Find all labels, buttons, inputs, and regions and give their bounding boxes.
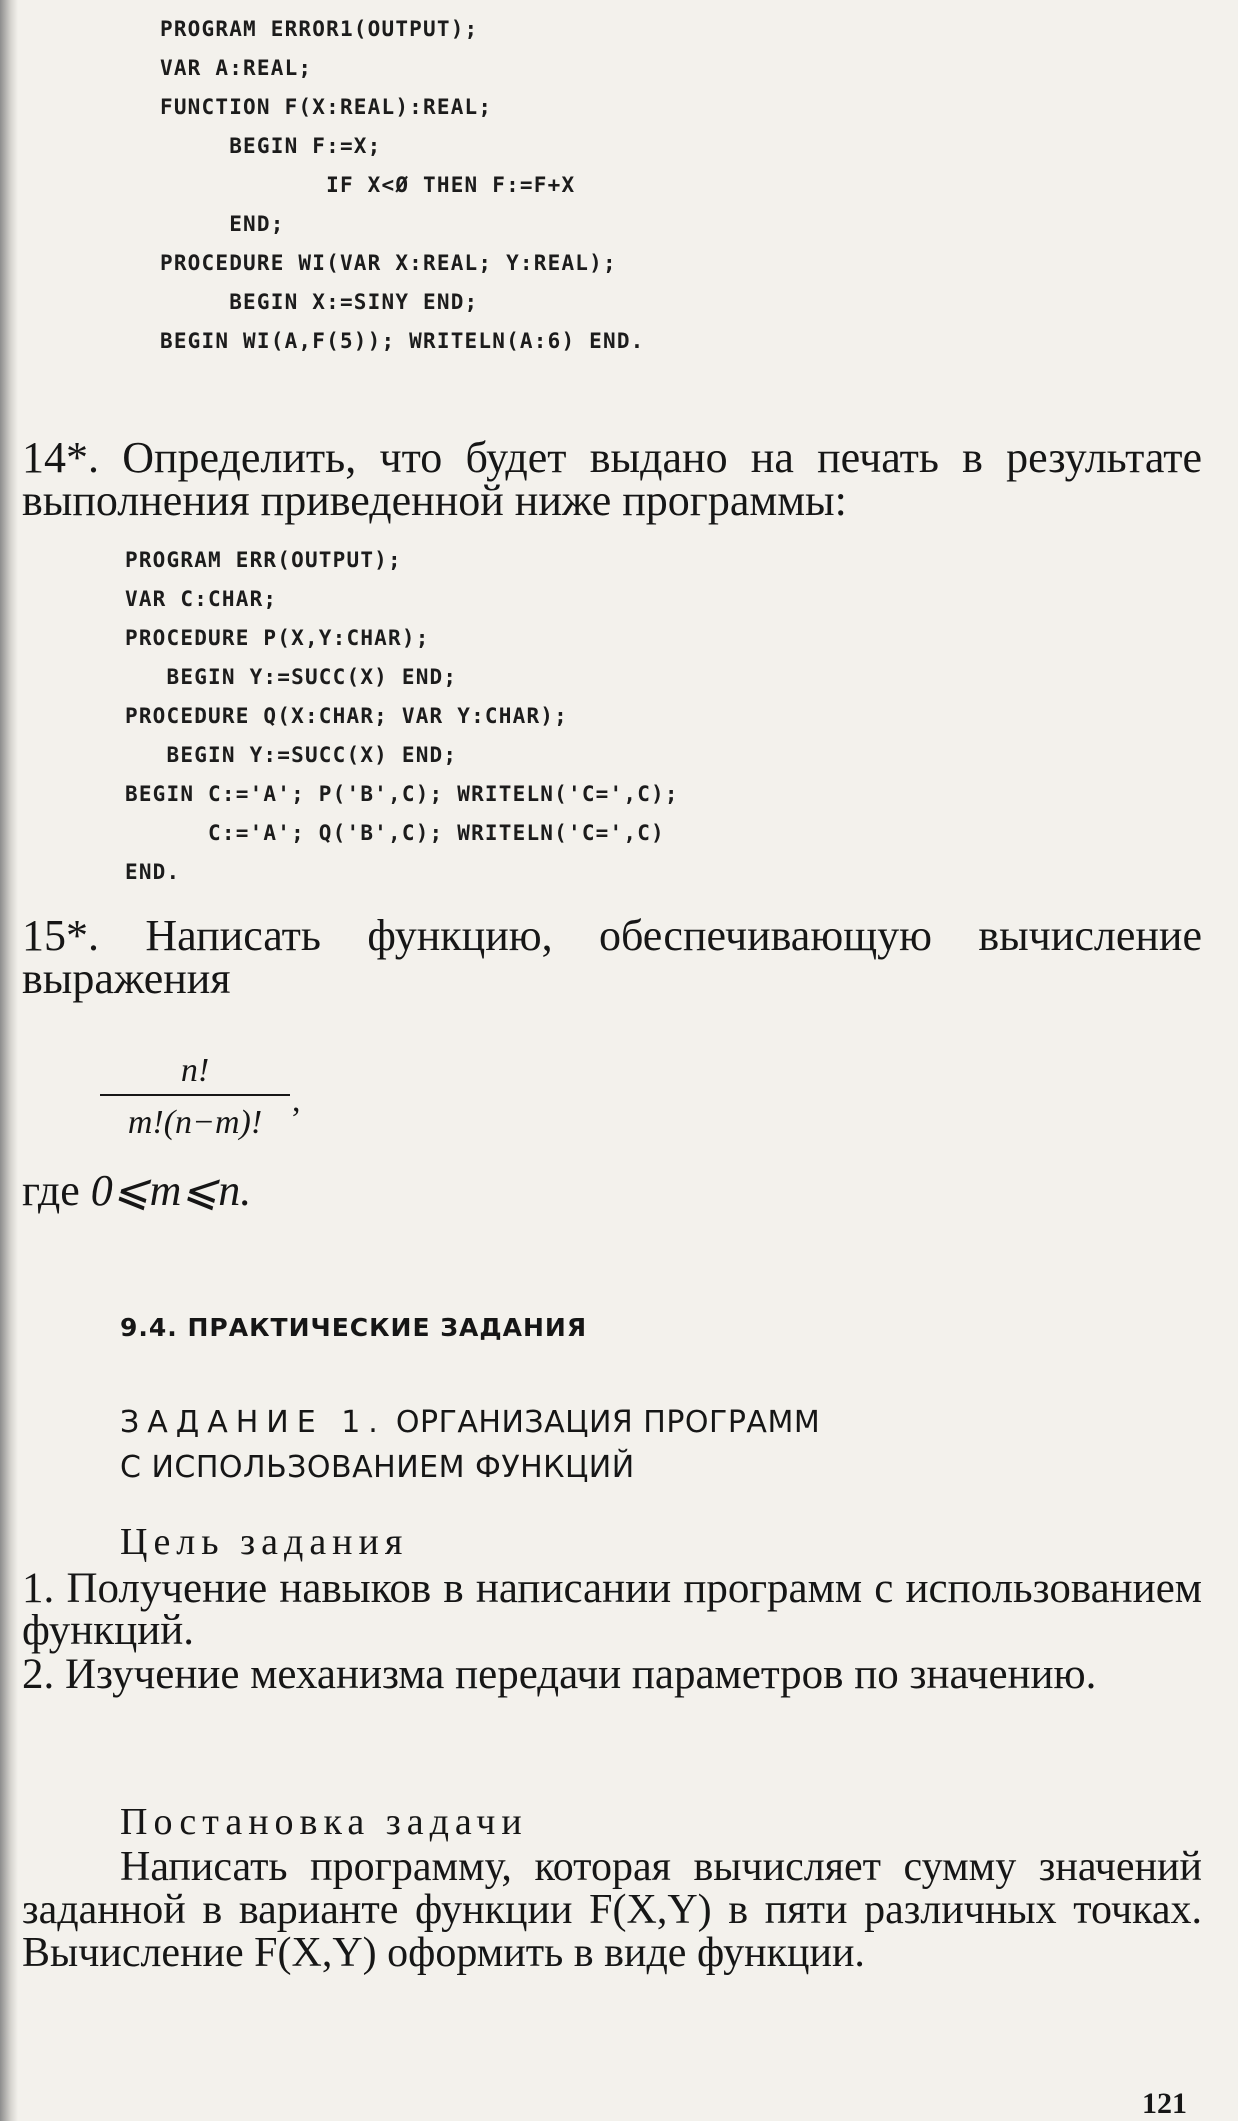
task-heading bbox=[120, 1400, 1120, 1490]
formula-comma: , bbox=[292, 1082, 301, 1119]
code-line: BEGIN Y:=SUCC(X) END; bbox=[125, 743, 458, 767]
condition-expression: 0⩽m⩽n. bbox=[90, 1166, 252, 1215]
goal-item: 1. Получение навыков в написании программ с использованием функций. bbox=[22, 1565, 1202, 1654]
problem-14-text: 14*. Определить, что будет выдано на печать в результате выполнения приведенной ниже программы: bbox=[22, 433, 1202, 525]
page-number: 121 bbox=[1142, 2087, 1187, 2120]
code-block-error1 bbox=[160, 10, 645, 361]
code-line: FUNCTION F(X:REAL):REAL; bbox=[160, 95, 493, 119]
code-line: BEGIN F:=X; bbox=[160, 134, 382, 158]
task-title-line1: ОРГАНИЗАЦИЯ ПРОГРАММ bbox=[395, 1405, 821, 1440]
code-line: PROCEDURE WI(VAR X:REAL; Y:REAL); bbox=[160, 251, 617, 275]
code-line: VAR A:REAL; bbox=[160, 56, 313, 80]
code-line: BEGIN C:='A'; P('B',C); WRITELN('C=',C); bbox=[125, 782, 679, 806]
code-line: PROGRAM ERR(OUTPUT); bbox=[125, 548, 402, 572]
code-line: BEGIN Y:=SUCC(X) END; bbox=[125, 665, 458, 689]
statement-heading: Постановка задачи bbox=[120, 1801, 528, 1843]
condition-prefix: где bbox=[22, 1166, 91, 1215]
problem-15-text: 15*. Написать функцию, обеспечивающую вычисление выражения bbox=[22, 911, 1202, 1003]
task-label: ЗАДАНИЕ 1. bbox=[120, 1405, 386, 1440]
statement-text: Написать программу, которая вычисляет сумму значений заданной в варианте функции F(X,Y) в пяти различных точках. Вычисление F(X,Y) оформить в виде функции. bbox=[22, 1844, 1202, 1976]
formula-condition bbox=[22, 1167, 251, 1215]
formula-denominator: m!(n−m)! bbox=[127, 1104, 263, 1141]
code-line: BEGIN X:=SINY END; bbox=[160, 290, 479, 314]
code-line: PROCEDURE Q(X:CHAR; VAR Y:CHAR); bbox=[125, 704, 568, 728]
code-line: BEGIN WI(A,F(5)); WRITELN(A:6) END. bbox=[160, 329, 645, 353]
goal-item: 2. Изучение механизма передачи параметров по значению. bbox=[22, 1651, 1097, 1698]
goal-heading: Цель задания bbox=[120, 1521, 409, 1563]
code-line: IF X<Ø THEN F:=F+X bbox=[160, 173, 576, 197]
task-title-line2: С ИСПОЛЬЗОВАНИЕМ ФУНКЦИЙ bbox=[120, 1450, 635, 1485]
page-edge-shadow bbox=[0, 0, 18, 2121]
code-line: PROCEDURE P(X,Y:CHAR); bbox=[125, 626, 430, 650]
code-line: END; bbox=[160, 212, 285, 236]
code-line: VAR C:CHAR; bbox=[125, 587, 278, 611]
code-line: PROGRAM ERROR1(OUTPUT); bbox=[160, 17, 479, 41]
fraction-bar bbox=[100, 1094, 290, 1096]
formula-fraction bbox=[100, 1050, 290, 1144]
code-line: C:='A'; Q('B',C); WRITELN('C=',C) bbox=[125, 821, 665, 845]
section-heading: 9.4. ПРАКТИЧЕСКИЕ ЗАДАНИЯ bbox=[120, 1313, 588, 1342]
formula-numerator: n! bbox=[180, 1052, 210, 1089]
code-block-err bbox=[125, 541, 679, 892]
code-line: END. bbox=[125, 860, 181, 884]
